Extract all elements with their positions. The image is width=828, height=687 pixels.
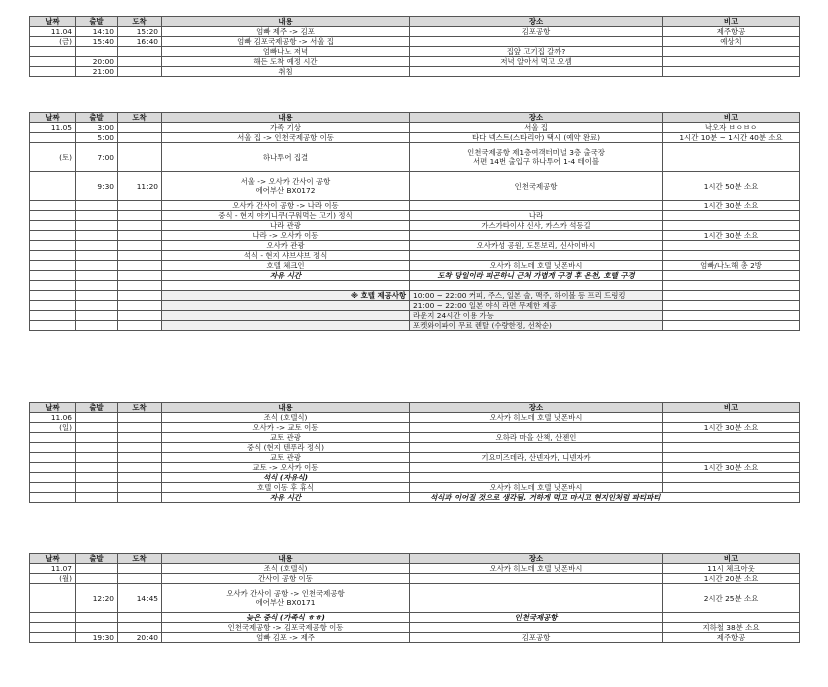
- cell-date: [30, 493, 76, 503]
- cell-place: [410, 574, 663, 584]
- table-row: [30, 483, 800, 493]
- cell-depart: [76, 261, 118, 271]
- cell-place: 도착 당일이라 피곤하니 근처 가볍게 구경 후 온천, 호텔 구경: [410, 271, 663, 281]
- cell-empty: [410, 281, 663, 291]
- cell-content: 호텔 체크인: [162, 261, 410, 271]
- cell-content: 자유 시간: [162, 493, 410, 503]
- cell-arrive: [118, 133, 162, 143]
- cell-place: [410, 473, 663, 483]
- cell-content: 중식 - 현지 야키니쿠(구워먹는 고기) 정식: [162, 211, 410, 221]
- table-row: [30, 443, 800, 453]
- header-date: 날짜: [30, 554, 76, 564]
- cell-depart: [76, 231, 118, 241]
- cell-note: [663, 433, 800, 443]
- cell-depart: 12:20: [76, 584, 118, 613]
- table-row: [30, 463, 800, 473]
- cell-place: [410, 443, 663, 453]
- table-row: [30, 271, 800, 281]
- cell-arrive: [118, 473, 162, 483]
- cell-note: 1시간 30분 소요: [663, 423, 800, 433]
- cell-depart: [76, 47, 118, 57]
- cell-place: 나라: [410, 211, 663, 221]
- table-row: [30, 231, 800, 241]
- cell-place: 인천국제공항: [410, 613, 663, 623]
- cell-empty: [663, 291, 800, 301]
- cell-arrive: [118, 143, 162, 172]
- content-line-2: 에어부산 BX0171: [255, 598, 316, 607]
- cell-depart: [76, 433, 118, 443]
- cell-arrive: [118, 443, 162, 453]
- header-content: 내용: [162, 17, 410, 27]
- amenity-row: [30, 321, 800, 331]
- cell-empty: [118, 301, 162, 311]
- content-line-2: 에어부산 BX0172: [255, 186, 316, 195]
- cell-place: [410, 231, 663, 241]
- cell-arrive: [118, 564, 162, 574]
- cell-note: 1시간 50분 소요: [663, 172, 800, 201]
- header-row: [30, 554, 800, 564]
- cell-depart: [76, 271, 118, 281]
- cell-note: [663, 211, 800, 221]
- cell-arrive: [118, 231, 162, 241]
- cell-content: 나라 -> 오사카 이동: [162, 231, 410, 241]
- cell-empty: [663, 311, 800, 321]
- table-row: [30, 221, 800, 231]
- cell-depart: [76, 463, 118, 473]
- cell-content: [162, 172, 410, 201]
- cell-note: [663, 271, 800, 281]
- cell-content: 서울 집 -> 인천국제공항 이동: [162, 133, 410, 143]
- cell-depart: [76, 453, 118, 463]
- header-arrive: 도착: [118, 403, 162, 413]
- cell-note: [663, 221, 800, 231]
- cell-content: 엄빠 제주 -> 김포: [162, 27, 410, 37]
- cell-place: [410, 201, 663, 211]
- table-row: [30, 261, 800, 271]
- cell-note: 1시간 20분 소요: [663, 574, 800, 584]
- cell-date: [30, 613, 76, 623]
- table-row: [30, 201, 800, 211]
- amenity-title: ※ 호텔 제공사항: [162, 291, 410, 301]
- cell-place: 오사카 히노데 호텔 닛폰바시: [410, 413, 663, 423]
- cell-empty: [30, 321, 76, 331]
- cell-content: 중식 (현지 텐푸라 정식): [162, 443, 410, 453]
- cell-content: 해든 도착 예정 시간: [162, 57, 410, 67]
- cell-date: [30, 172, 76, 201]
- cell-note: [663, 241, 800, 251]
- header-place: 장소: [410, 17, 663, 27]
- cell-depart: [76, 221, 118, 231]
- content-line-1: 오사카 간사이 공항 -> 인천국제공항: [226, 589, 345, 598]
- cell-arrive: [118, 241, 162, 251]
- cell-note: 예상치: [663, 37, 800, 47]
- cell-arrive: 16:40: [118, 37, 162, 47]
- cell-content: 조식 (호텔식): [162, 564, 410, 574]
- cell-place: [410, 37, 663, 47]
- amenity-row: [30, 311, 800, 321]
- table-row: [30, 27, 800, 37]
- cell-depart: [76, 483, 118, 493]
- header-content: 내용: [162, 403, 410, 413]
- cell-arrive: [118, 47, 162, 57]
- cell-date: [30, 463, 76, 473]
- cell-content: 교토 관광: [162, 433, 410, 443]
- table-row: [30, 143, 800, 172]
- cell-depart: [76, 574, 118, 584]
- cell-empty: [118, 311, 162, 321]
- header-depart: 출발: [76, 113, 118, 123]
- cell-date: [30, 241, 76, 251]
- cell-depart: [76, 493, 118, 503]
- content-line-1: 서울 -> 오사카 간사이 공항: [240, 177, 331, 186]
- header-arrive: 도착: [118, 17, 162, 27]
- table-row: [30, 613, 800, 623]
- header-date: 날짜: [30, 113, 76, 123]
- cell-depart: [76, 564, 118, 574]
- cell-date: (월): [30, 574, 76, 584]
- cell-depart: 20:00: [76, 57, 118, 67]
- cell-note: [663, 413, 800, 423]
- cell-depart: 15:40: [76, 37, 118, 47]
- cell-content: 오사카 간사이 공항 -> 나라 이동: [162, 201, 410, 211]
- header-row: [30, 403, 800, 413]
- cell-depart: 7:00: [76, 143, 118, 172]
- cell-date: 11.06: [30, 413, 76, 423]
- cell-empty: [76, 301, 118, 311]
- cell-content: 취침: [162, 67, 410, 77]
- header-row: [30, 113, 800, 123]
- day1-table: [29, 16, 800, 77]
- cell-date: [30, 483, 76, 493]
- cell-place: 오하라 마을 산책, 산젠인: [410, 433, 663, 443]
- cell-arrive: [118, 271, 162, 281]
- header-place: 장소: [410, 403, 663, 413]
- cell-date: [30, 453, 76, 463]
- cell-place: 가스가타이샤 신사, 카스카 석등길: [410, 221, 663, 231]
- cell-arrive: 11:20: [118, 172, 162, 201]
- cell-place: [410, 143, 663, 172]
- table-row: [30, 433, 800, 443]
- header-place: 장소: [410, 554, 663, 564]
- cell-arrive: [118, 433, 162, 443]
- cell-depart: [76, 473, 118, 483]
- cell-note: 2시간 25분 소요: [663, 584, 800, 613]
- cell-depart: [76, 443, 118, 453]
- place-line-1: 인천국제공항 제1층여객터미널 3층 출국장: [467, 148, 605, 157]
- cell-place: 오사카 히노데 호텔 닛폰바시: [410, 483, 663, 493]
- cell-date: (일): [30, 423, 76, 433]
- cell-note: 1시간 30분 소요: [663, 231, 800, 241]
- table-row: [30, 473, 800, 483]
- cell-date: [30, 633, 76, 643]
- cell-arrive: [118, 453, 162, 463]
- table-row: [30, 623, 800, 633]
- table-row: [30, 423, 800, 433]
- cell-place: [410, 251, 663, 261]
- cell-date: 11.04: [30, 27, 76, 37]
- place-line-2: 서편 14번 출입구 하나투어 1-4 테이블: [472, 157, 600, 166]
- header-row: [30, 17, 800, 27]
- cell-arrive: [118, 493, 162, 503]
- cell-depart: 9:30: [76, 172, 118, 201]
- cell-date: [30, 433, 76, 443]
- cell-depart: 5:00: [76, 133, 118, 143]
- cell-date: [30, 47, 76, 57]
- cell-note: [663, 473, 800, 483]
- cell-empty: [30, 291, 76, 301]
- table-row: [30, 453, 800, 463]
- cell-note: 1시간 30분 소요: [663, 201, 800, 211]
- table-row: [30, 633, 800, 643]
- cell-place: [410, 623, 663, 633]
- cell-depart: [76, 413, 118, 423]
- cell-empty: [30, 301, 76, 311]
- cell-place: 김포공항: [410, 27, 663, 37]
- cell-arrive: [118, 201, 162, 211]
- cell-note: [663, 47, 800, 57]
- cell-date: [30, 261, 76, 271]
- cell-place: [410, 584, 663, 613]
- table-row: [30, 281, 800, 291]
- cell-date: [30, 623, 76, 633]
- cell-place: 기요미즈데라, 산넨자카, 니넨자카: [410, 453, 663, 463]
- header-arrive: 도착: [118, 554, 162, 564]
- cell-depart: 14:10: [76, 27, 118, 37]
- day2-table: [29, 112, 800, 331]
- cell-note: [663, 251, 800, 261]
- cell-note: 지하철 38분 소요: [663, 623, 800, 633]
- cell-arrive: [118, 221, 162, 231]
- cell-date: [30, 251, 76, 261]
- table-row: [30, 47, 800, 57]
- cell-content: [162, 584, 410, 613]
- cell-place: 저녁 알아서 먹고 오셈: [410, 57, 663, 67]
- header-depart: 출발: [76, 403, 118, 413]
- cell-place: 오사카성 공원, 도톤보리, 신사이바시: [410, 241, 663, 251]
- cell-date: 11.07: [30, 564, 76, 574]
- header-note: 비고: [663, 403, 800, 413]
- cell-content: 교토 관광: [162, 453, 410, 463]
- cell-depart: 21:00: [76, 67, 118, 77]
- cell-note: [663, 143, 800, 172]
- cell-note: [663, 613, 800, 623]
- cell-date: [30, 57, 76, 67]
- cell-arrive: [118, 211, 162, 221]
- cell-depart: [76, 613, 118, 623]
- cell-depart: [76, 201, 118, 211]
- cell-empty: [30, 311, 76, 321]
- cell-depart: [76, 241, 118, 251]
- cell-date: [30, 473, 76, 483]
- cell-empty: [162, 301, 410, 311]
- cell-note: 제주항공: [663, 633, 800, 643]
- header-arrive: 도착: [118, 113, 162, 123]
- cell-content: 하나투어 집결: [162, 143, 410, 172]
- amenity-item: 라운지 24시간 이용 가능: [410, 311, 663, 321]
- header-depart: 출발: [76, 554, 118, 564]
- cell-depart: [76, 211, 118, 221]
- cell-place: [410, 67, 663, 77]
- table-row: [30, 57, 800, 67]
- cell-empty: [162, 321, 410, 331]
- table-row: [30, 413, 800, 423]
- cell-date: [30, 584, 76, 613]
- cell-note: [663, 443, 800, 453]
- cell-depart: [76, 423, 118, 433]
- cell-date: (토): [30, 143, 76, 172]
- cell-note: [663, 453, 800, 463]
- cell-date: [30, 443, 76, 453]
- header-content: 내용: [162, 113, 410, 123]
- cell-note: 낙오자 ㅂㅇㅂㅇ: [663, 123, 800, 133]
- cell-content: 간사이 공항 이동: [162, 574, 410, 584]
- cell-empty: [663, 321, 800, 331]
- table-row: [30, 584, 800, 613]
- cell-date: [30, 133, 76, 143]
- cell-arrive: [118, 67, 162, 77]
- cell-arrive: [118, 423, 162, 433]
- cell-arrive: [118, 463, 162, 473]
- cell-content: 석식 (자유식): [162, 473, 410, 483]
- cell-note: [663, 67, 800, 77]
- cell-depart: 19:30: [76, 633, 118, 643]
- cell-content: 늦은 중식 (가족식 ㅎㅎ): [162, 613, 410, 623]
- cell-empty: [76, 291, 118, 301]
- cell-note: [663, 483, 800, 493]
- cell-place: 석식과 이어질 것으로 생각됨. 거하게 먹고 마시고 현지인처럼 파티파티: [410, 493, 800, 503]
- cell-place: 타다 넥스트(스타리아) 택시 (예약 완료): [410, 133, 663, 143]
- cell-place: 서울 집: [410, 123, 663, 133]
- cell-arrive: 20:40: [118, 633, 162, 643]
- cell-date: (금): [30, 37, 76, 47]
- cell-arrive: [118, 574, 162, 584]
- cell-content: 엄빠 김포 -> 제주: [162, 633, 410, 643]
- cell-content: 엄빠 김포국제공항 -> 서울 집: [162, 37, 410, 47]
- cell-place: 오사카 히노데 호텔 닛폰바시: [410, 261, 663, 271]
- cell-place: [410, 423, 663, 433]
- cell-date: [30, 221, 76, 231]
- cell-date: [30, 271, 76, 281]
- amenity-row: [30, 301, 800, 311]
- cell-empty: [76, 281, 118, 291]
- cell-note: 1시간 10분 ~ 1시간 40분 소요: [663, 133, 800, 143]
- table-row: [30, 67, 800, 77]
- table-row: [30, 123, 800, 133]
- header-depart: 출발: [76, 17, 118, 27]
- table-row: [30, 251, 800, 261]
- header-date: 날짜: [30, 17, 76, 27]
- cell-place: [410, 463, 663, 473]
- cell-arrive: [118, 623, 162, 633]
- cell-content: 오사카 관광: [162, 241, 410, 251]
- cell-depart: [76, 251, 118, 261]
- cell-arrive: [118, 613, 162, 623]
- cell-note: 1시간 30분 소요: [663, 463, 800, 473]
- cell-arrive: 15:20: [118, 27, 162, 37]
- cell-depart: [76, 623, 118, 633]
- cell-arrive: [118, 57, 162, 67]
- amenity-item: 21:00 ~ 22:00 일본 야식 라면 무제한 제공: [410, 301, 663, 311]
- cell-date: [30, 67, 76, 77]
- cell-empty: [162, 311, 410, 321]
- cell-arrive: [118, 261, 162, 271]
- cell-empty: [30, 281, 76, 291]
- table-row: [30, 172, 800, 201]
- cell-arrive: [118, 123, 162, 133]
- cell-content: 인천국제공항 -> 김포국제공항 이동: [162, 623, 410, 633]
- cell-content: 교토 -> 오사카 이동: [162, 463, 410, 473]
- cell-date: 11.05: [30, 123, 76, 133]
- cell-date: [30, 201, 76, 211]
- table-row: [30, 133, 800, 143]
- header-place: 장소: [410, 113, 663, 123]
- cell-empty: [663, 281, 800, 291]
- cell-content: 석식 - 현지 샤브샤브 정식: [162, 251, 410, 261]
- cell-empty: [118, 321, 162, 331]
- cell-depart: 3:00: [76, 123, 118, 133]
- cell-content: 가족 기상: [162, 123, 410, 133]
- cell-arrive: 14:45: [118, 584, 162, 613]
- cell-content: 엄빠나노 저녁: [162, 47, 410, 57]
- amenity-row: [30, 291, 800, 301]
- table-row: [30, 574, 800, 584]
- cell-arrive: [118, 413, 162, 423]
- cell-empty: [76, 311, 118, 321]
- cell-empty: [663, 301, 800, 311]
- amenity-item: 10:00 ~ 22:00 커피, 주스, 일본 술, 맥주, 하이볼 등 프리 드링킹: [410, 291, 663, 301]
- cell-note: 엄빠/나노해 총 2방: [663, 261, 800, 271]
- amenity-item: 포켓와이파이 무료 렌탈 (수량한정, 선착순): [410, 321, 663, 331]
- header-date: 날짜: [30, 403, 76, 413]
- header-note: 비고: [663, 113, 800, 123]
- table-row: [30, 37, 800, 47]
- header-note: 비고: [663, 17, 800, 27]
- cell-note: [663, 57, 800, 67]
- cell-arrive: [118, 483, 162, 493]
- table-row: [30, 493, 800, 503]
- cell-empty: [76, 321, 118, 331]
- cell-place: 김포공항: [410, 633, 663, 643]
- cell-note: 제주항공: [663, 27, 800, 37]
- cell-date: [30, 231, 76, 241]
- table-row: [30, 564, 800, 574]
- header-content: 내용: [162, 554, 410, 564]
- cell-note: 11시 체크아웃: [663, 564, 800, 574]
- cell-date: [30, 211, 76, 221]
- cell-empty: [118, 281, 162, 291]
- cell-content: 오사카 -> 교토 이동: [162, 423, 410, 433]
- table-row: [30, 211, 800, 221]
- cell-content: 조식 (호텔식): [162, 413, 410, 423]
- cell-content: 호텔 이동 후 휴식: [162, 483, 410, 493]
- cell-empty: [118, 291, 162, 301]
- cell-place: 집앞 고기집 갈까?: [410, 47, 663, 57]
- cell-place: 인천국제공항: [410, 172, 663, 201]
- cell-content: 나라 관광: [162, 221, 410, 231]
- cell-place: 오사카 히노데 호텔 닛폰바시: [410, 564, 663, 574]
- day3-table: [29, 402, 800, 503]
- cell-content: 자유 시간: [162, 271, 410, 281]
- table-row: [30, 241, 800, 251]
- cell-empty: [162, 281, 410, 291]
- header-note: 비고: [663, 554, 800, 564]
- day4-table: [29, 553, 800, 643]
- cell-arrive: [118, 251, 162, 261]
